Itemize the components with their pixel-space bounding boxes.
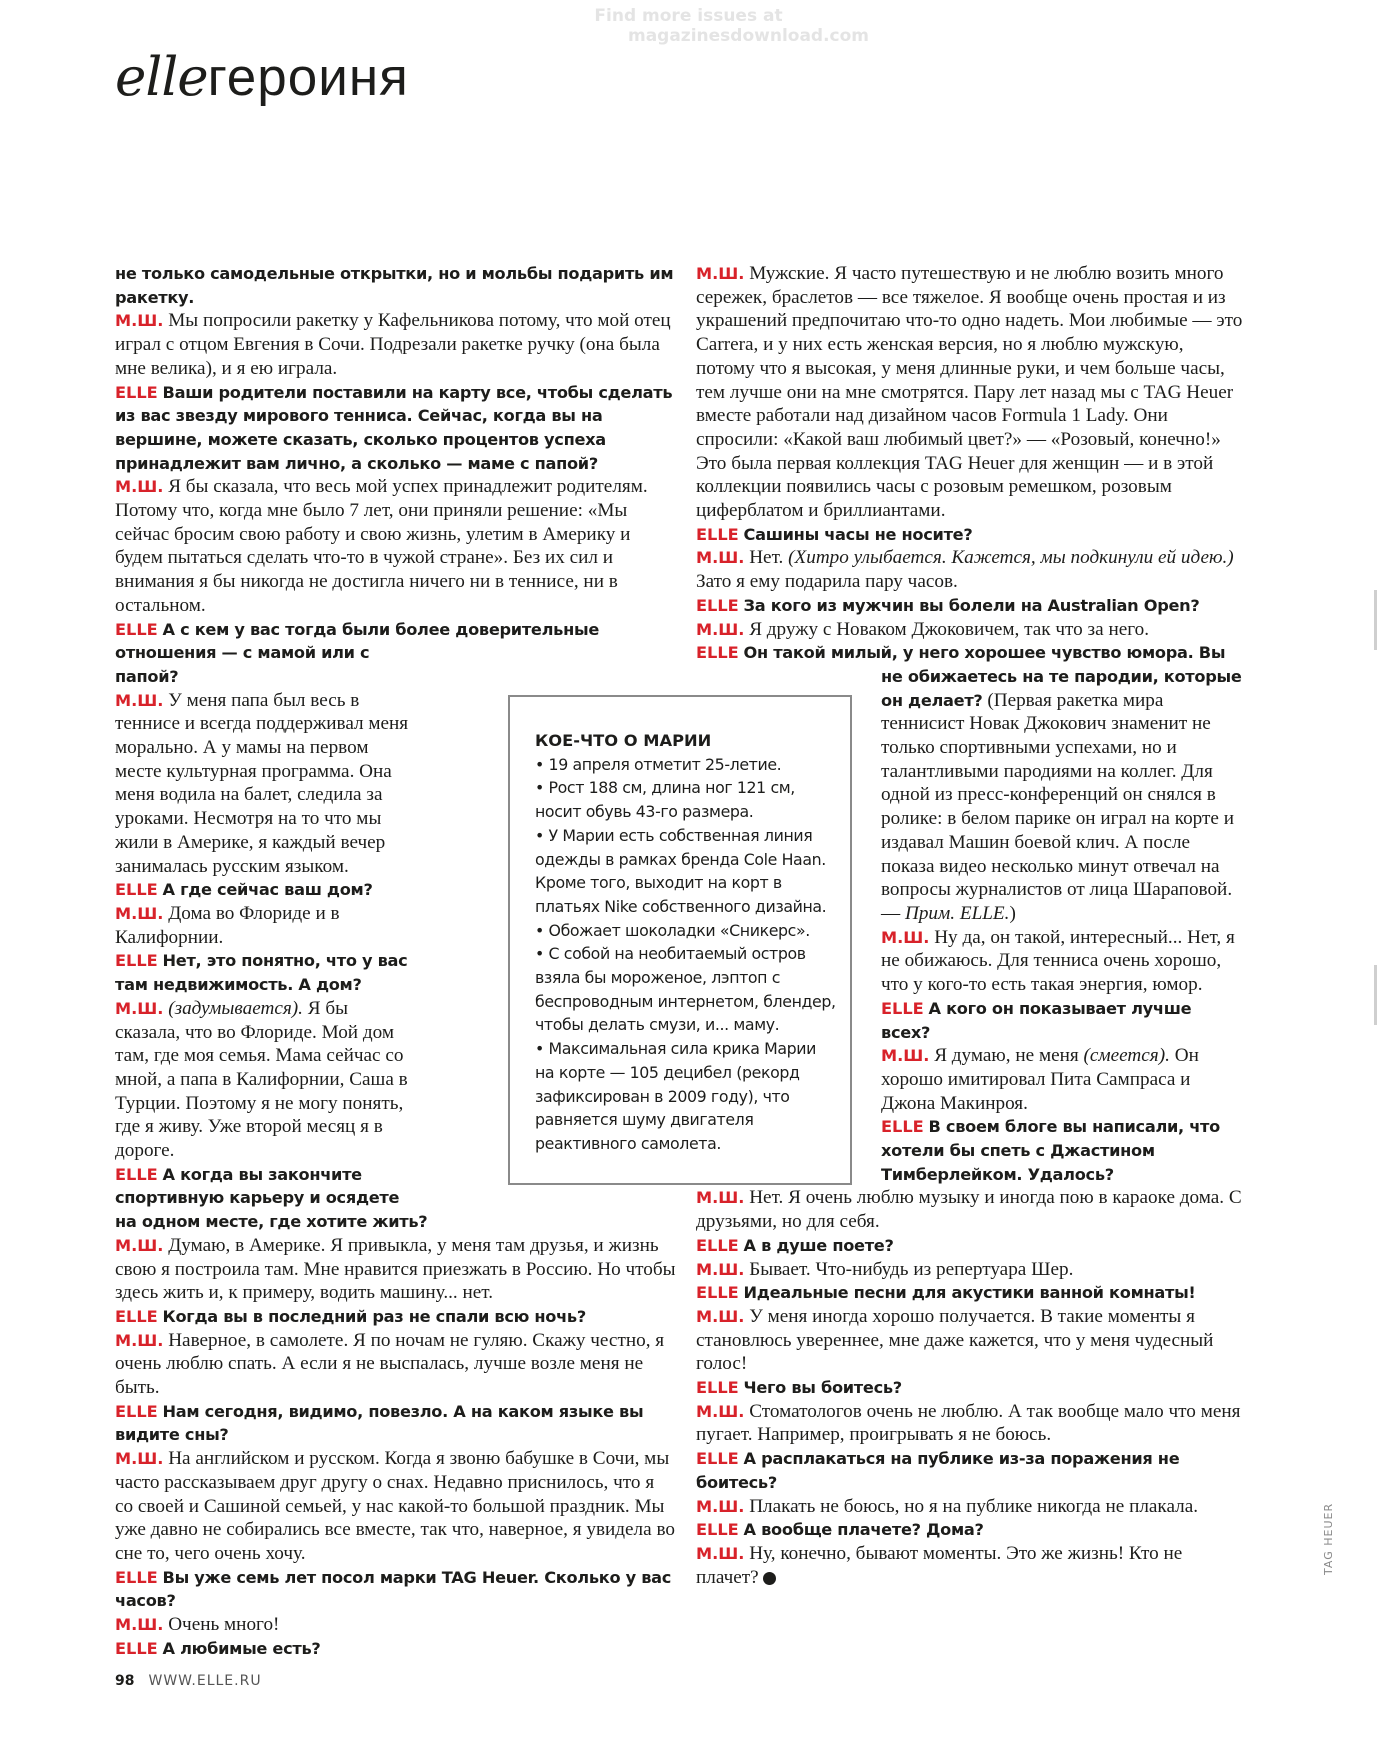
sidebar-item: • 19 апреля отметит 25-летие. <box>535 754 782 774</box>
question: ELLE Ваши родители поставили на карту все, чтобы сделать из вас звезду мирового тенниса. Сейчас, когда вы на вершине, можете сказать, сколько процентов успеха принадлежит вам лично, а сколько — маме с папой? <box>115 382 673 473</box>
answer: М.Ш. Нет. Я очень люблю музыку и иногда пою в караоке дома. С друзьями, но для себя. <box>696 1187 1242 1233</box>
answer: М.Ш. Стоматологов очень не люблю. А так вообще мало что меня пугает. Например, проигрывать я не боюсь. <box>696 1400 1241 1446</box>
answer: М.Ш. На английском и русском. Когда я звоню бабушке в Сочи, мы часто рассказываем друг другу о снах. Недавно приснилось, что я со своей и Сашиной семьей, у нас какой-то большой праздник. Мы уже давно не собирались все вместе, так что, наверное, я увидела во сне то, чего очень хочу. <box>115 1448 675 1564</box>
question: ELLE Когда вы в последний раз не спали всю ночь? <box>115 1306 586 1326</box>
answer: М.Ш. Дома во Флориде и в Калифорнии. <box>115 902 340 948</box>
site-url: WWW.ELLE.RU <box>148 1673 262 1689</box>
sidebar-title: КОЕ-ЧТО О МАРИИ <box>535 731 712 750</box>
question: ELLE Идеальные песни для акустики ванной комнаты! <box>696 1283 1196 1303</box>
question: ELLE А в душе поете? <box>696 1235 894 1255</box>
question: ELLE А вообще плачете? Дома? <box>696 1520 984 1540</box>
end-mark-icon <box>763 1572 776 1585</box>
question: ELLE А расплакаться на публике из-за поражения не боитесь? <box>696 1449 1180 1492</box>
question: ELLE А любимые есть? <box>115 1638 321 1658</box>
answer: М.Ш. Я бы сказала, что весь мой успех принадлежит родителям. Потому что, когда мне было 7 лет, они приняли решение: «Мы сейчас бросим свою работу и свою жизнь, улетим в Америку и будем пытаться сделать что-то в чужой стране». Без их сил и внимания я бы никогда не достигла ничего ни в теннисе, ни в остальном. <box>115 476 648 616</box>
watermark-line-2: magazinesdownload.com <box>627 26 870 46</box>
answer: М.Ш. У меня иногда хорошо получается. В такие моменты я становлюсь увереннее, мне даже кажется, что у меня чудесный голос! <box>696 1305 1214 1375</box>
question: ELLE А где сейчас ваш дом? <box>115 880 373 900</box>
answer: М.Ш. Бывает. Что-нибудь из репертуара Шер. <box>696 1258 1074 1280</box>
answer: М.Ш. Мужские. Я часто путешествую и не люблю возить много сережек, браслетов — все тяжелое. Я вообще очень простая и из украшений предпочитаю что-то одно надеть. Мои любимые — это Carrera, и у них есть женская версия, но я люблю мужскую, потому что я высокая, у меня длинные руки, и чем больше часы, тем лучше они на мне смотрятся. Пару лет назад мы с TAG Heuer вместе работали над дизайном часов Formula 1 Lady. Они спросили: «Какой ваш любимый цвет?» — «Розовый, конечно!» Это была первая коллекция TAG Heuer для женщин — и в этой коллекции появились часы с розовым ремешком, розовым циферблатом и бриллиантами. <box>696 263 1243 522</box>
paragraph: не только самодельные открытки, но и мольбы подарить им ракетку. <box>115 264 674 307</box>
answer: М.Ш. Плакать не боюсь, но я на публике никогда не плакала. <box>696 1495 1199 1517</box>
question: ELLE А когда вы закончите спортивную карьеру и осядете на одном месте, где хотите жить? <box>115 1164 428 1232</box>
watermark <box>0 6 1377 46</box>
answer: М.Ш. Думаю, в Америке. Я привыкла, у меня там друзья, и жизнь свою я построила там. Мне нравится приезжать в Россию. Но чтобы здесь жить и, к примеру, водить машину... нет. <box>115 1234 676 1304</box>
question: ELLE А кого он показывает лучше всех? <box>881 998 1192 1042</box>
question: ELLE В своем блоге вы написали, что хотели бы спеть с Джастином Тимберлейком. Удалось? <box>881 1117 1220 1184</box>
header-heroine: героиня <box>207 48 409 107</box>
answer: М.Ш. Очень много! <box>115 1614 280 1636</box>
answer: М.Ш. Наверное, в самолете. Я по ночам не гуляю. Скажу честно, я очень люблю спать. А если я не выспалась, лучше возле меня не быть. <box>115 1329 665 1399</box>
answer: М.Ш. Я дружу с Новаком Джоковичем, так что за него. <box>696 618 1150 640</box>
question: ELLE Нам сегодня, видимо, повезло. А на каком языке вы видите сны? <box>115 1401 644 1445</box>
question: ELLE Сашины часы не носите? <box>696 524 973 544</box>
photo-credit: TAG HEUER <box>1322 1502 1335 1575</box>
sidebar-item: • Рост 188 см, длина ног 121 см, носит обувь 43-го размера. <box>535 778 795 822</box>
answer: М.Ш. (задумывается). Я бы сказала, что во Флориде. Мой дом там, где моя семья. Мама сейчас со мной, а папа в Калифорнии, Саша в Турции. Поэтому я не могу понять, где я живу. Уже второй месяц я в дороге. <box>115 997 408 1162</box>
answer: М.Ш. Ну, конечно, бывают моменты. Это же жизнь! Кто не плачет? <box>696 1542 1183 1588</box>
question: ELLE Вы уже семь лет посол марки TAG Heuer. Сколько у вас часов? <box>115 1567 672 1611</box>
page-number: 98 <box>115 1673 135 1689</box>
sidebar-item: • У Марии есть собственная линия одежды в рамках бренда Cole Haan. Кроме того, выходит на корт в платьях Nike собственного дизайна. <box>535 825 827 916</box>
sidebar-item: • Максимальная сила крика Марии на корте — 105 децибел (рекорд зафиксирован в 2009 году), что равняется шуму двигателя реактивного самолета. <box>535 1039 816 1153</box>
question: ELLE За кого из мужчин вы болели на Australian Open? <box>696 595 1200 615</box>
answer: М.Ш. Мы попросили ракетку у Кафельникова потому, что мой отец играл с отцом Евгения в Сочи. Подрезали ракетке ручку (она была мне велика), и я ею играла. <box>115 310 671 379</box>
answer: М.Ш. Ну да, он такой, интересный... Нет, я не обижаюсь. Для тенниса очень хорошо, что у кого-то есть такая энергия, юмор. <box>881 926 1235 996</box>
answer: М.Ш. Я думаю, не меня (смеется). Он хорошо имитировал Пита Сампраса и Джона Макинроя. <box>881 1045 1199 1114</box>
sidebar-item: • Обожает шоколадки «Сникерс». <box>535 920 810 940</box>
question: ELLE Чего вы боитесь? <box>696 1378 902 1398</box>
watermark-line-1: Find more issues at <box>594 6 783 26</box>
header-elle: elle <box>115 47 208 108</box>
sidebar-box <box>508 695 852 1185</box>
question: ELLE Он такой милый, у него хорошее чувство юмора. Вы не обижаетесь на те пародии, которые он делает? (Первая ракетка мира теннисист Новак Джокович знаменит не только спортивными успехами, но и талантливыми пародиями на коллег. Для одной из пресс-конференций он снялся в ролике: в белом парике он играл на корте и издавал Машин боевой клич. А после показа видео несколько минут отвечал на вопросы журналистов от лица Шараповой. — Прим. ELLE.) <box>696 643 1242 924</box>
page-footer <box>115 1673 262 1689</box>
sidebar-item: • С собой на необитаемый остров взяла бы мороженое, лэптоп с беспроводным интернетом, блендер, чтобы делать смузи, и... маму. <box>535 944 836 1035</box>
section-header <box>115 48 409 108</box>
question: ELLE А с кем у вас тогда были более доверительные отношения — с мамой или с папой? <box>115 619 600 686</box>
question: ELLE Нет, это понятно, что у вас там недвижимость. А дом? <box>115 951 408 995</box>
answer: М.Ш. У меня папа был весь в теннисе и всегда поддерживал меня морально. А у мамы на первом месте культурная программа. Она меня водила на балет, следила за уроками. Несмотря на то что мы жили в Америке, я каждый вечер занималась русским языком. <box>115 689 409 877</box>
answer: М.Ш. Нет. (Хитро улыбается. Кажется, мы подкинули ей идею.) Зато я ему подарила пару часов. <box>696 547 1234 593</box>
